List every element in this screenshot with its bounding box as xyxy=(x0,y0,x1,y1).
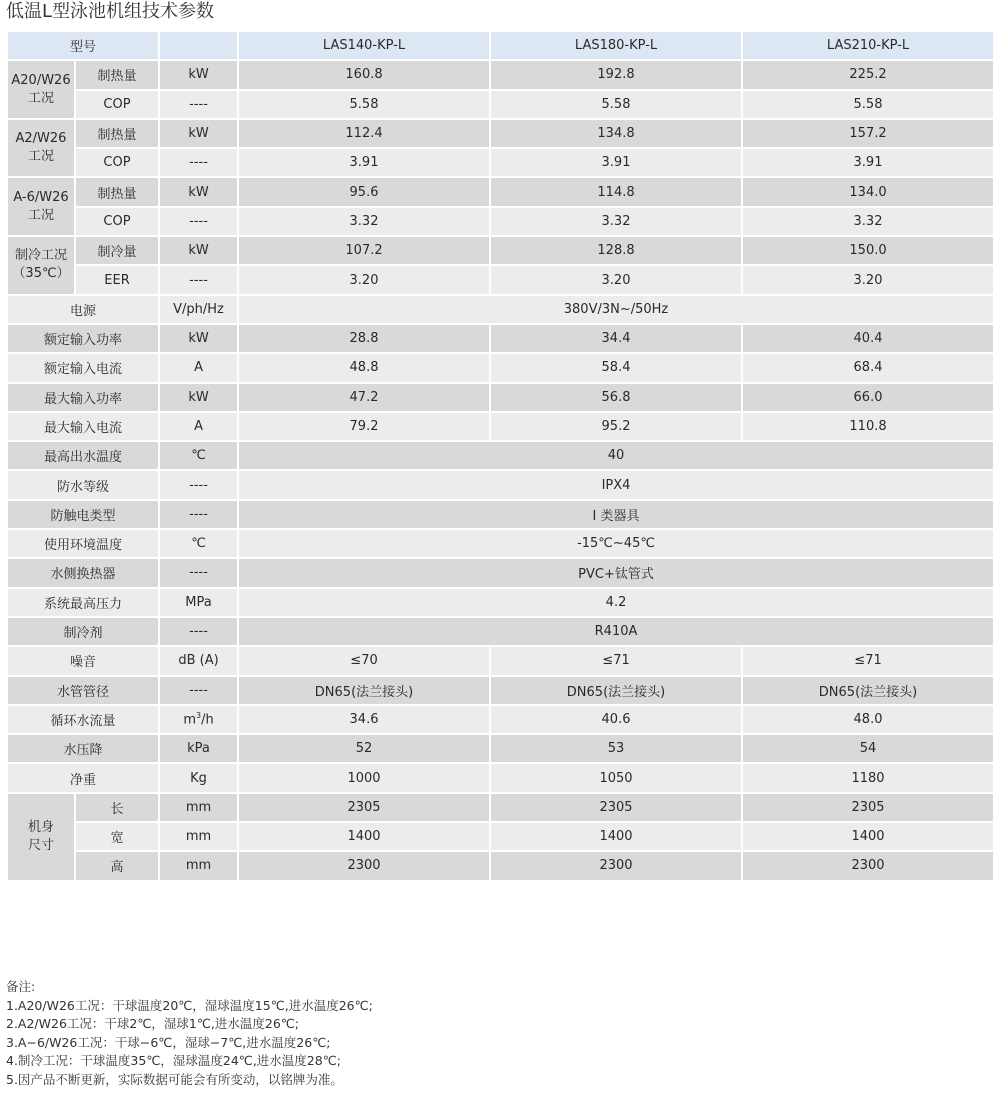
unit-cell: dB (A) xyxy=(160,647,237,674)
unit-cell: kW xyxy=(160,237,237,264)
value-cell: 157.2 xyxy=(743,120,993,147)
value-cell: 112.4 xyxy=(239,120,489,147)
value-cell: 2300 xyxy=(743,852,993,879)
param-label: 使用环境温度 xyxy=(8,530,158,557)
value-cell: 2300 xyxy=(239,852,489,879)
table-row xyxy=(8,266,993,293)
value-cell: 5.58 xyxy=(491,91,741,118)
value-cell: I 类器具 xyxy=(239,501,993,528)
param-label: 最大输入电流 xyxy=(8,413,158,440)
param-label: 制冷剂 xyxy=(8,618,158,645)
note-line: 5.因产品不断更新，实际数据可能会有所变动，以铭牌为准。 xyxy=(6,1071,343,1087)
value-cell: ≤71 xyxy=(743,647,993,674)
value-cell: 53 xyxy=(491,735,741,762)
param-label: 制冷量 xyxy=(76,237,158,264)
value-cell: 134.0 xyxy=(743,178,993,205)
param-label: 最高出水温度 xyxy=(8,442,158,469)
table-row xyxy=(8,794,993,821)
value-cell: 134.8 xyxy=(491,120,741,147)
param-label: 水管管径 xyxy=(8,677,158,704)
value-cell: 66.0 xyxy=(743,384,993,411)
value-cell: 114.8 xyxy=(491,178,741,205)
unit-cell: ---- xyxy=(160,677,237,704)
value-cell: 48.0 xyxy=(743,706,993,733)
unit-cell: ---- xyxy=(160,91,237,118)
param-label: 额定输入电流 xyxy=(8,354,158,381)
value-cell: 128.8 xyxy=(491,237,741,264)
value-cell: 1400 xyxy=(239,823,489,850)
param-label: 水侧换热器 xyxy=(8,559,158,586)
unit-header xyxy=(160,32,237,59)
unit-cell: A xyxy=(160,354,237,381)
header-row xyxy=(8,32,993,59)
value-cell: ≤70 xyxy=(239,647,489,674)
param-label: 防水等级 xyxy=(8,471,158,498)
unit-cell: kW xyxy=(160,384,237,411)
unit-cell: kW xyxy=(160,61,237,88)
value-cell: 47.2 xyxy=(239,384,489,411)
table-row xyxy=(8,208,993,235)
param-label: COP xyxy=(76,208,158,235)
unit-cell: mm xyxy=(160,794,237,821)
value-cell: 40 xyxy=(239,442,993,469)
note-line: 4.制冷工况：干球温度35℃，湿球温度24℃,进水温度28℃; xyxy=(6,1053,341,1068)
param-label: 制热量 xyxy=(76,178,158,205)
spec-table xyxy=(6,30,993,882)
value-cell: 52 xyxy=(239,735,489,762)
note-line: 3.A−6/W26工况：干球−6℃，湿球−7℃,进水温度26℃; xyxy=(6,1034,331,1050)
unit-cell: kW xyxy=(160,178,237,205)
value-cell: 4.2 xyxy=(239,589,993,616)
value-cell: 1000 xyxy=(239,764,489,791)
value-cell: 58.4 xyxy=(491,354,741,381)
unit-cell: V/ph/Hz xyxy=(160,296,237,323)
table-row xyxy=(8,677,993,704)
table-row xyxy=(8,647,993,674)
unit-cell: MPa xyxy=(160,589,237,616)
param-label: 循环水流量 xyxy=(8,706,158,733)
table-row xyxy=(8,735,993,762)
value-cell: 34.6 xyxy=(239,706,489,733)
table-row xyxy=(8,296,993,323)
unit-cell: mm xyxy=(160,823,237,850)
unit-cell: ---- xyxy=(160,266,237,293)
param-label: 宽 xyxy=(76,823,158,850)
value-cell: 3.32 xyxy=(743,208,993,235)
value-cell: 54 xyxy=(743,735,993,762)
value-cell: 1050 xyxy=(491,764,741,791)
condition-label: A2/W26 工况 xyxy=(8,120,74,177)
param-label: 最大输入功率 xyxy=(8,384,158,411)
unit-cell: ---- xyxy=(160,208,237,235)
value-cell: 3.20 xyxy=(743,266,993,293)
condition-label: 制冷工况 （35℃） xyxy=(8,237,74,294)
table-row xyxy=(8,530,993,557)
param-label: 防触电类型 xyxy=(8,501,158,528)
value-cell: 40.4 xyxy=(743,325,993,352)
value-cell: 48.8 xyxy=(239,354,489,381)
table-row xyxy=(8,149,993,176)
table-row xyxy=(8,764,993,791)
unit-cell: ---- xyxy=(160,501,237,528)
value-cell: PVC+钛管式 xyxy=(239,559,993,586)
value-cell: 3.32 xyxy=(491,208,741,235)
model-header: LAS140-KP-L xyxy=(239,32,489,59)
table-row xyxy=(8,852,993,879)
value-cell: 160.8 xyxy=(239,61,489,88)
value-cell: 150.0 xyxy=(743,237,993,264)
param-label: 净重 xyxy=(8,764,158,791)
table-row xyxy=(8,442,993,469)
param-label: 电源 xyxy=(8,296,158,323)
condition-label: A20/W26 工况 xyxy=(8,61,74,118)
value-cell: ≤71 xyxy=(491,647,741,674)
value-cell: 56.8 xyxy=(491,384,741,411)
value-cell: 5.58 xyxy=(239,91,489,118)
value-cell: 380V/3N~/50Hz xyxy=(239,296,993,323)
model-header: LAS210-KP-L xyxy=(743,32,993,59)
value-cell: 3.20 xyxy=(491,266,741,293)
unit-cell: Kg xyxy=(160,764,237,791)
table-row xyxy=(8,559,993,586)
unit-cell: ℃ xyxy=(160,530,237,557)
table-row xyxy=(8,706,993,733)
param-label: COP xyxy=(76,91,158,118)
value-cell: 192.8 xyxy=(491,61,741,88)
note-line: 2.A2/W26工况：干球2℃，湿球1℃,进水温度26℃; xyxy=(6,1016,300,1031)
param-label: 高 xyxy=(76,852,158,879)
value-cell: 40.6 xyxy=(491,706,741,733)
condition-label: A-6/W26 工况 xyxy=(8,178,74,235)
unit-cell: kW xyxy=(160,325,237,352)
param-label: 水压降 xyxy=(8,735,158,762)
value-cell: 3.91 xyxy=(491,149,741,176)
value-cell: 1400 xyxy=(743,823,993,850)
unit-cell: ℃ xyxy=(160,442,237,469)
unit-cell: $m^3/h$ xyxy=(160,706,237,733)
value-cell: 1180 xyxy=(743,764,993,791)
value-cell: 95.6 xyxy=(239,178,489,205)
param-label: 系统最高压力 xyxy=(8,589,158,616)
value-cell: DN65(法兰接头) xyxy=(239,677,489,704)
value-cell: 3.91 xyxy=(239,149,489,176)
value-cell: 1400 xyxy=(491,823,741,850)
param-label: 额定输入功率 xyxy=(8,325,158,352)
value-cell: 225.2 xyxy=(743,61,993,88)
value-cell: 68.4 xyxy=(743,354,993,381)
param-label: 长 xyxy=(76,794,158,821)
value-cell: IPX4 xyxy=(239,471,993,498)
value-cell: DN65(法兰接头) xyxy=(743,677,993,704)
table-row xyxy=(8,178,993,205)
table-row xyxy=(8,384,993,411)
table-row xyxy=(8,237,993,264)
param-label: EER xyxy=(76,266,158,293)
model-label: 型号 xyxy=(8,32,158,59)
param-label: 制热量 xyxy=(76,120,158,147)
table-row xyxy=(8,589,993,616)
unit-cell: ---- xyxy=(160,559,237,586)
model-header: LAS180-KP-L xyxy=(491,32,741,59)
table-row xyxy=(8,61,993,88)
value-cell: 2300 xyxy=(491,852,741,879)
value-cell: 3.32 xyxy=(239,208,489,235)
value-cell: -15℃~45℃ xyxy=(239,530,993,557)
value-cell: 95.2 xyxy=(491,413,741,440)
dimensions-label: 机身 尺寸 xyxy=(8,794,74,880)
table-row xyxy=(8,325,993,352)
page-title: 低温L型泳池机组技术参数 xyxy=(6,1,215,22)
table-row xyxy=(8,413,993,440)
value-cell: 34.4 xyxy=(491,325,741,352)
param-label: 制热量 xyxy=(76,61,158,88)
value-cell: 107.2 xyxy=(239,237,489,264)
table-row xyxy=(8,618,993,645)
value-cell: 79.2 xyxy=(239,413,489,440)
value-cell: 110.8 xyxy=(743,413,993,440)
unit-cell: ---- xyxy=(160,471,237,498)
value-cell: 3.91 xyxy=(743,149,993,176)
notes xyxy=(6,978,966,1089)
value-cell: 2305 xyxy=(491,794,741,821)
param-label: COP xyxy=(76,149,158,176)
table-row xyxy=(8,91,993,118)
unit-cell: ---- xyxy=(160,618,237,645)
table-row xyxy=(8,354,993,381)
table-row xyxy=(8,823,993,850)
notes-heading: 备注: xyxy=(6,979,36,994)
table-row xyxy=(8,120,993,147)
value-cell: 28.8 xyxy=(239,325,489,352)
unit-cell: kPa xyxy=(160,735,237,762)
unit-cell: kW xyxy=(160,120,237,147)
value-cell: R410A xyxy=(239,618,993,645)
value-cell: 2305 xyxy=(239,794,489,821)
note-line: 1.A20/W26工况：干球温度20℃，湿球温度15℃,进水温度26℃; xyxy=(6,997,373,1013)
unit-cell: ---- xyxy=(160,149,237,176)
unit-cell: mm xyxy=(160,852,237,879)
value-cell: DN65(法兰接头) xyxy=(491,677,741,704)
value-cell: 5.58 xyxy=(743,91,993,118)
table-row xyxy=(8,471,993,498)
unit-cell: A xyxy=(160,413,237,440)
table-row xyxy=(8,501,993,528)
value-cell: 2305 xyxy=(743,794,993,821)
param-label: 噪音 xyxy=(8,647,158,674)
value-cell: 3.20 xyxy=(239,266,489,293)
